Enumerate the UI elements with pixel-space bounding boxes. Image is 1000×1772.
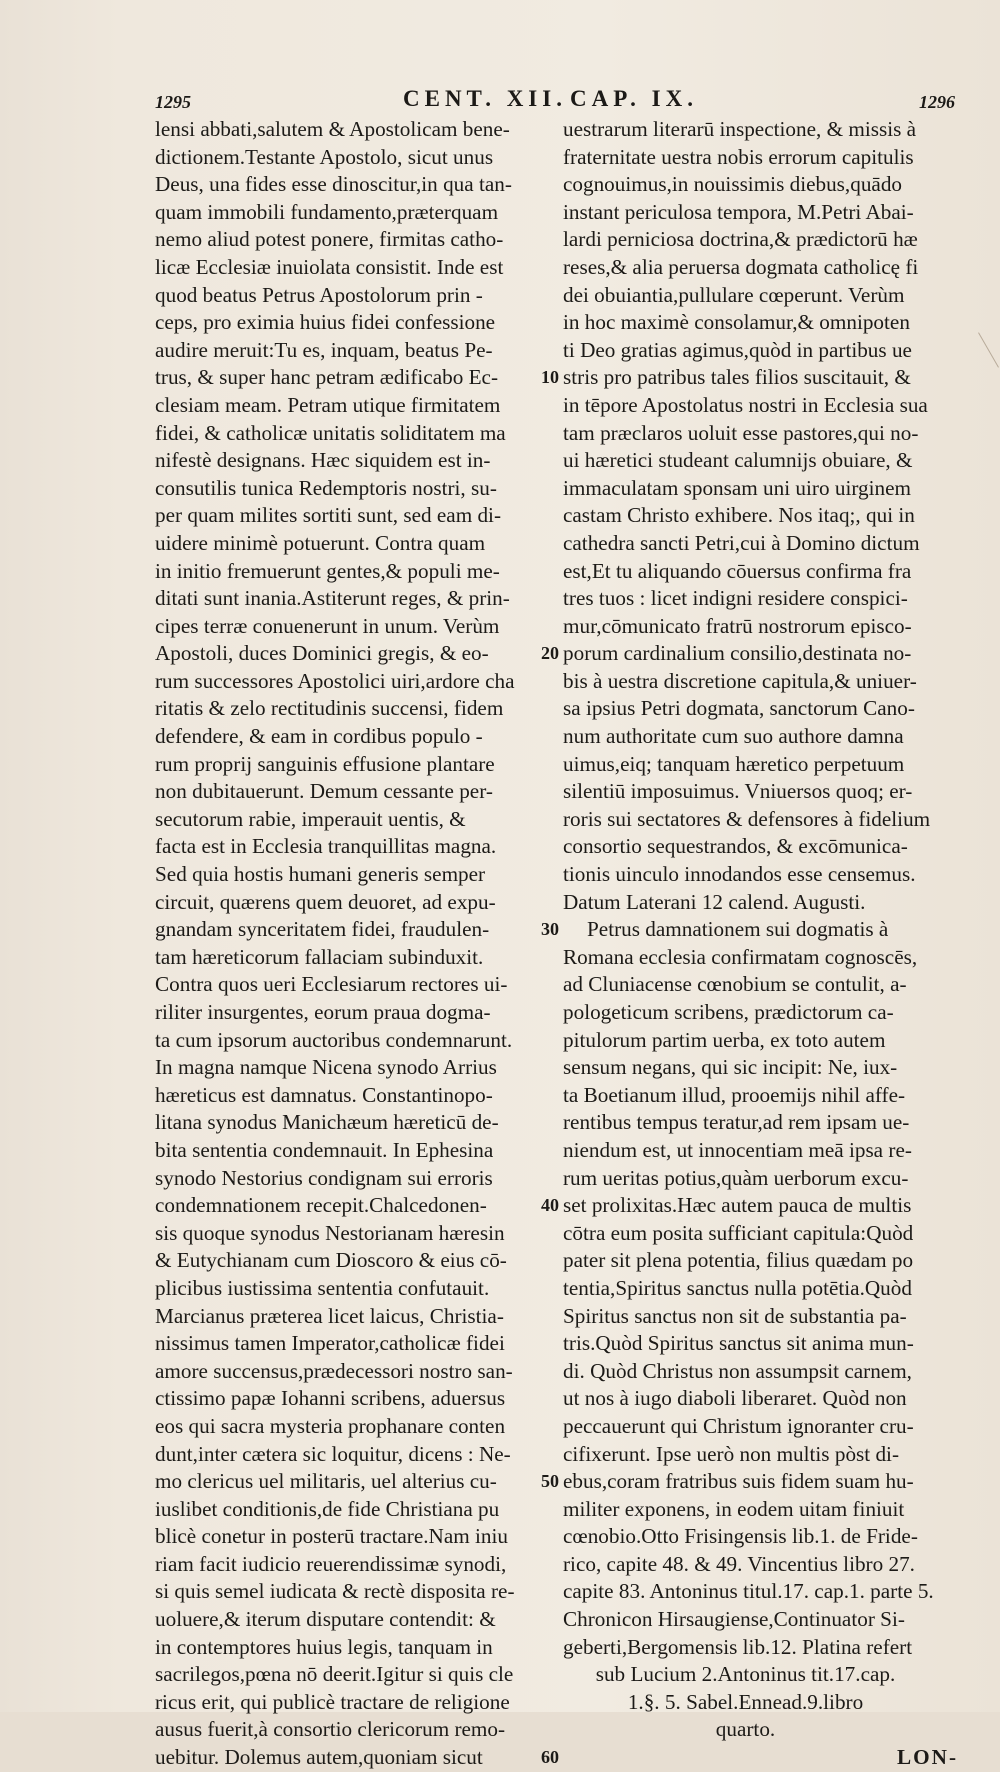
text-line: Chronicon Hirsaugiense,Continuator Si- xyxy=(563,1607,905,1632)
text-line: cœnobio.Otto Frisingensis lib.1. de Fride- xyxy=(563,1524,918,1549)
text-line: uimus,eiq; tanquam hæretico perpetuum xyxy=(563,751,905,776)
text-line: nemo aliud potest ponere, firmitas catho- xyxy=(155,227,504,252)
text-line: rum proprij sanguinis effusione plantare xyxy=(155,751,495,776)
text-line: mur,cōmunicato fratrū nostrorum episco- xyxy=(563,613,912,638)
text-line: ti Deo gratias agimus,quòd in partibus ue xyxy=(563,337,912,362)
text-line: Spiritus sanctus non sit de substantia pa- xyxy=(563,1303,907,1328)
text-line: nifestè designans. Hæc siquidem est in- xyxy=(155,448,491,473)
text-line: cognouimus,in nouissimis diebus,quādo xyxy=(563,172,902,197)
text-line: mo clericus uel militaris, uel alterius cu- xyxy=(155,1469,497,1494)
text-line: secutorum rabie, imperauit uentis, & xyxy=(155,806,466,831)
text-line: ausus fuerit,à consortio clericorum remo- xyxy=(155,1717,506,1742)
text-line: ebus,coram fratribus suis fidem suam hu- xyxy=(563,1469,914,1494)
text-line: riliter insurgentes, eorum praua dogma- xyxy=(155,1000,491,1024)
text-line: ta Boetianum illud, prooemijs nihil affe- xyxy=(563,1082,906,1107)
text-line: immaculatam sponsam uni uiro uirginem xyxy=(563,475,911,500)
text-line: peccauerunt qui Christum ignoranter cru- xyxy=(563,1413,914,1438)
text-line: si quis semel iudicata & rectè disposita re- xyxy=(155,1579,515,1604)
text-line: eos qui sacra mysteria prophanare conten xyxy=(155,1413,506,1438)
text-line: Marcianus præterea licet laicus, Christia- xyxy=(155,1303,504,1328)
text-line: pater sit plena potentia, filius quædam po xyxy=(563,1248,914,1273)
running-head-chapter: CAP. IX. xyxy=(570,86,698,111)
text-line: Apostoli, duces Dominici gregis, & eo- xyxy=(155,641,489,666)
text-line: Sed quia hostis humani generis semper xyxy=(155,862,486,887)
page-number-left: 1295 xyxy=(155,92,191,112)
text-line: num authoritate cum suo authore damna xyxy=(563,724,904,749)
line-number: 50 xyxy=(541,1471,559,1492)
text-line: rico, capite 48. & 49. Vincentius libro 27. xyxy=(563,1551,915,1576)
line-number: 30 xyxy=(541,919,559,940)
text-line: uoluere,& iterum disputare contendit: & xyxy=(155,1607,496,1632)
text-line: sub Lucium 2.Antoninus tit.17.cap. xyxy=(595,1662,896,1687)
text-line: & Eutychianam cum Dioscoro & eius cō- xyxy=(155,1248,507,1273)
line-number: 40 xyxy=(541,1195,559,1216)
text-line: hæreticus est damnatus. Constantinopo- xyxy=(155,1082,493,1107)
text-line: fidei, & catholicæ unitatis soliditatem ma xyxy=(155,420,506,445)
text-line: niendum est, ut innocentiam meā ipsa re- xyxy=(563,1137,912,1162)
text-line: condemnationem recepit.Chalcedonen- xyxy=(155,1193,487,1218)
text-line: blicè conetur in posterū tractare.Nam iniu xyxy=(155,1524,508,1549)
text-line: per quam milites sortiti sunt, sed eam di- xyxy=(155,503,502,528)
text-line: Contra quos ueri Ecclesiarum rectores ui- xyxy=(155,972,508,997)
text-line: pitulorum partim uerba, ex toto autem xyxy=(563,1027,886,1052)
text-line: dunt,inter cætera sic loquitur, dicens : Ne- xyxy=(155,1441,511,1466)
text-line: uidere minimè potuerunt. Contra quam xyxy=(155,530,486,555)
text-line: roris sui sectatores & defensores à fidelium xyxy=(563,806,931,831)
text-line: 1.§. 5. Sabel.Ennead.9.libro xyxy=(627,1689,864,1714)
page-edge-mark xyxy=(978,332,999,367)
text-line: Datum Laterani 12 calend. Augusti. xyxy=(563,889,866,914)
text-line: audire meruit:Tu es, inquam, beatus Pe- xyxy=(155,337,493,362)
text-line: uestrarum literarū inspectione, & missis à xyxy=(563,117,917,141)
text-line: ritatis & zelo rectitudinis succensi, fidem xyxy=(155,696,504,721)
catchword: LON- xyxy=(897,1745,958,1770)
text-line: rentibus tempus teratur,ad rem ipsam ue- xyxy=(563,1110,910,1135)
line-number: 20 xyxy=(541,643,559,664)
text-line: tris.Quòd Spiritus sanctus sit anima mun- xyxy=(563,1331,914,1356)
text-line: cifixerunt. Ipse uerò non multis pòst di- xyxy=(563,1441,899,1466)
text-line: trus, & super hanc petram ædificabo Ec- xyxy=(155,365,499,390)
text-line: quod beatus Petrus Apostolorum prin - xyxy=(155,282,483,307)
text-line: ut nos à iugo diaboli liberaret. Quòd non xyxy=(563,1386,907,1411)
text-line: bis à uestra discretione capitula,& uniuer- xyxy=(563,668,917,693)
text-line: cōtra eum posita sufficiant capitula:Quòd xyxy=(563,1220,914,1245)
text-line: litana synodus Manichæum hæreticū de- xyxy=(155,1110,499,1135)
text-line: silentiū imposuimus. Vniuersos quoq; er- xyxy=(563,779,913,804)
text-line: ctissimo papæ Iohanni scribens, aduersus xyxy=(155,1386,506,1411)
text-line: in hoc maximè consolamur,& omnipoten xyxy=(563,310,910,335)
text-line: rum successores Apostolici uiri,ardore cha xyxy=(155,668,515,693)
text-line: tam hæreticorum fallaciam subinduxit. xyxy=(155,944,484,969)
text-line: consortio sequestrandos, & excōmunica- xyxy=(563,834,908,859)
text-line: plicibus iustissima sententia confutauit. xyxy=(155,1275,490,1300)
text-line: militer exponens, in eodem uitam finiuit xyxy=(563,1496,905,1521)
text-line: lensi abbati,salutem & Apostolicam bene- xyxy=(155,117,510,141)
text-line: in contemptores huius legis, tanquam in xyxy=(155,1634,493,1659)
text-line: dei obuiantia,pullulare cœperunt. Verùm xyxy=(563,282,905,307)
text-line: circuit, quærens quem deuoret, ad expu- xyxy=(155,889,496,914)
running-header xyxy=(155,86,955,120)
right-text-column xyxy=(563,116,958,1772)
text-line: Romana ecclesia confirmatam cognoscēs, xyxy=(563,944,918,969)
text-line: iuslibet conditionis,de fide Christiana pu xyxy=(155,1496,500,1521)
text-line: Petrus damnationem sui dogmatis à xyxy=(587,917,889,942)
text-line: geberti,Bergomensis lib.12. Platina refert xyxy=(563,1634,913,1659)
text-line: nissimus tamen Imperator,catholicæ fidei xyxy=(155,1331,505,1356)
text-line: quarto. xyxy=(715,1717,776,1742)
text-line: tres tuos : licet indigni residere conspici- xyxy=(563,586,908,611)
text-line: quam immobili fundamento,præterquam xyxy=(155,199,499,224)
text-line: di. Quòd Christus non assumpsit carnem, xyxy=(563,1358,912,1383)
text-line: ta cum ipsorum auctoribus condemnarunt. xyxy=(155,1027,513,1052)
text-line: defendere, & eam in cordibus populo - xyxy=(155,724,483,749)
page-number-right: 1296 xyxy=(919,92,955,112)
left-text-column xyxy=(155,116,543,1772)
text-line: clesiam meam. Petram utique firmitatem xyxy=(155,392,501,417)
text-line: in tēpore Apostolatus nostri in Ecclesia sua xyxy=(563,392,928,417)
text-line: ad Cluniacense cœnobium se contulit, a- xyxy=(563,972,907,997)
text-line: In magna namque Nicena synodo Arrius xyxy=(155,1055,497,1080)
text-line: sensum negans, qui sic incipit: Ne, iux- xyxy=(563,1055,898,1080)
text-line: cipes terræ conuenerunt in unum. Verùm xyxy=(155,613,500,638)
text-line: bita sententia condemnauit. In Ephesina xyxy=(155,1137,494,1162)
text-line: rum ueritas potius,quàm uerborum excu- xyxy=(563,1165,909,1190)
line-number: 60 xyxy=(541,1747,559,1768)
text-line: castam Christo exhibere. Nos itaq;, qui in xyxy=(563,503,915,528)
text-line: ceps, pro eximia huius fidei confessione xyxy=(155,310,496,335)
text-line: reses,& alia peruersa dogmata catholicę fi xyxy=(563,254,919,279)
text-line: instant periculosa tempora, M.Petri Abai- xyxy=(563,199,914,224)
running-head-century: CENT. XII. xyxy=(403,86,567,111)
text-line: gnandam synceritatem fidei, fraudulen- xyxy=(155,917,490,942)
text-line: tam præclaros uoluit esse pastores,qui no- xyxy=(563,420,919,445)
text-line: in initio fremuerunt gentes,& populi me- xyxy=(155,558,500,583)
text-line: tentia,Spiritus sanctus nulla potētia.Quòd xyxy=(563,1275,912,1300)
text-line: consutilis tunica Redemptoris nostri, su- xyxy=(155,475,497,500)
text-line: synodo Nestorius condignam sui erroris xyxy=(155,1165,493,1190)
text-line: non dubitauerunt. Demum cessante per- xyxy=(155,779,493,804)
text-line: uebitur. Dolemus autem,quoniam sicut xyxy=(155,1745,483,1770)
text-line: sacrilegos,pœna nō deerit.Igitur si quis cle xyxy=(155,1662,514,1687)
text-line: porum cardinalium consilio,destinata no- xyxy=(563,641,912,666)
text-line: pologeticum scribens, prædictorum ca- xyxy=(563,1000,894,1024)
text-line: sa ipsius Petri dogmata, sanctorum Cano- xyxy=(563,696,915,721)
text-line: riam facit iudicio reuerendissimæ synodi, xyxy=(155,1551,507,1576)
text-line: ditati sunt inania.Astiterunt reges, & prin- xyxy=(155,586,510,611)
line-number: 10 xyxy=(541,367,559,388)
text-line: stris pro patribus tales filios suscitauit, & xyxy=(563,365,911,390)
text-line: amore succensus,prædecessori nostro san- xyxy=(155,1358,513,1383)
text-line: set prolixitas.Hæc autem pauca de multis xyxy=(563,1193,912,1218)
text-line: tionis uinculo innodandos esse censemus. xyxy=(563,862,916,887)
text-line: dictionem.Testante Apostolo, sicut unus xyxy=(155,144,494,169)
text-line: capite 83. Antoninus titul.17. cap.1. parte 5. xyxy=(563,1579,934,1604)
text-line: lardi perniciosa doctrina,& prædictorū hæ xyxy=(563,227,918,252)
text-line: fraternitate uestra nobis errorum capitulis xyxy=(563,144,914,169)
text-line: ricus erit, qui publicè tractare de religione xyxy=(155,1689,510,1714)
text-line: licæ Ecclesiæ inuiolata consistit. Inde est xyxy=(155,254,504,279)
text-line: Deus, una fides esse dinoscitur,in qua tan- xyxy=(155,172,512,197)
text-line: cathedra sancti Petri,cui à Domino dictum xyxy=(563,530,920,555)
text-line: est,Et tu aliquando cōuersus confirma fra xyxy=(563,558,912,583)
text-line: sis quoque synodus Nestorianam hæresin xyxy=(155,1220,505,1245)
text-line: facta est in Ecclesia tranquillitas magna. xyxy=(155,834,497,859)
text-line: ui hæretici studeant calumnijs obuiare, & xyxy=(563,448,913,473)
